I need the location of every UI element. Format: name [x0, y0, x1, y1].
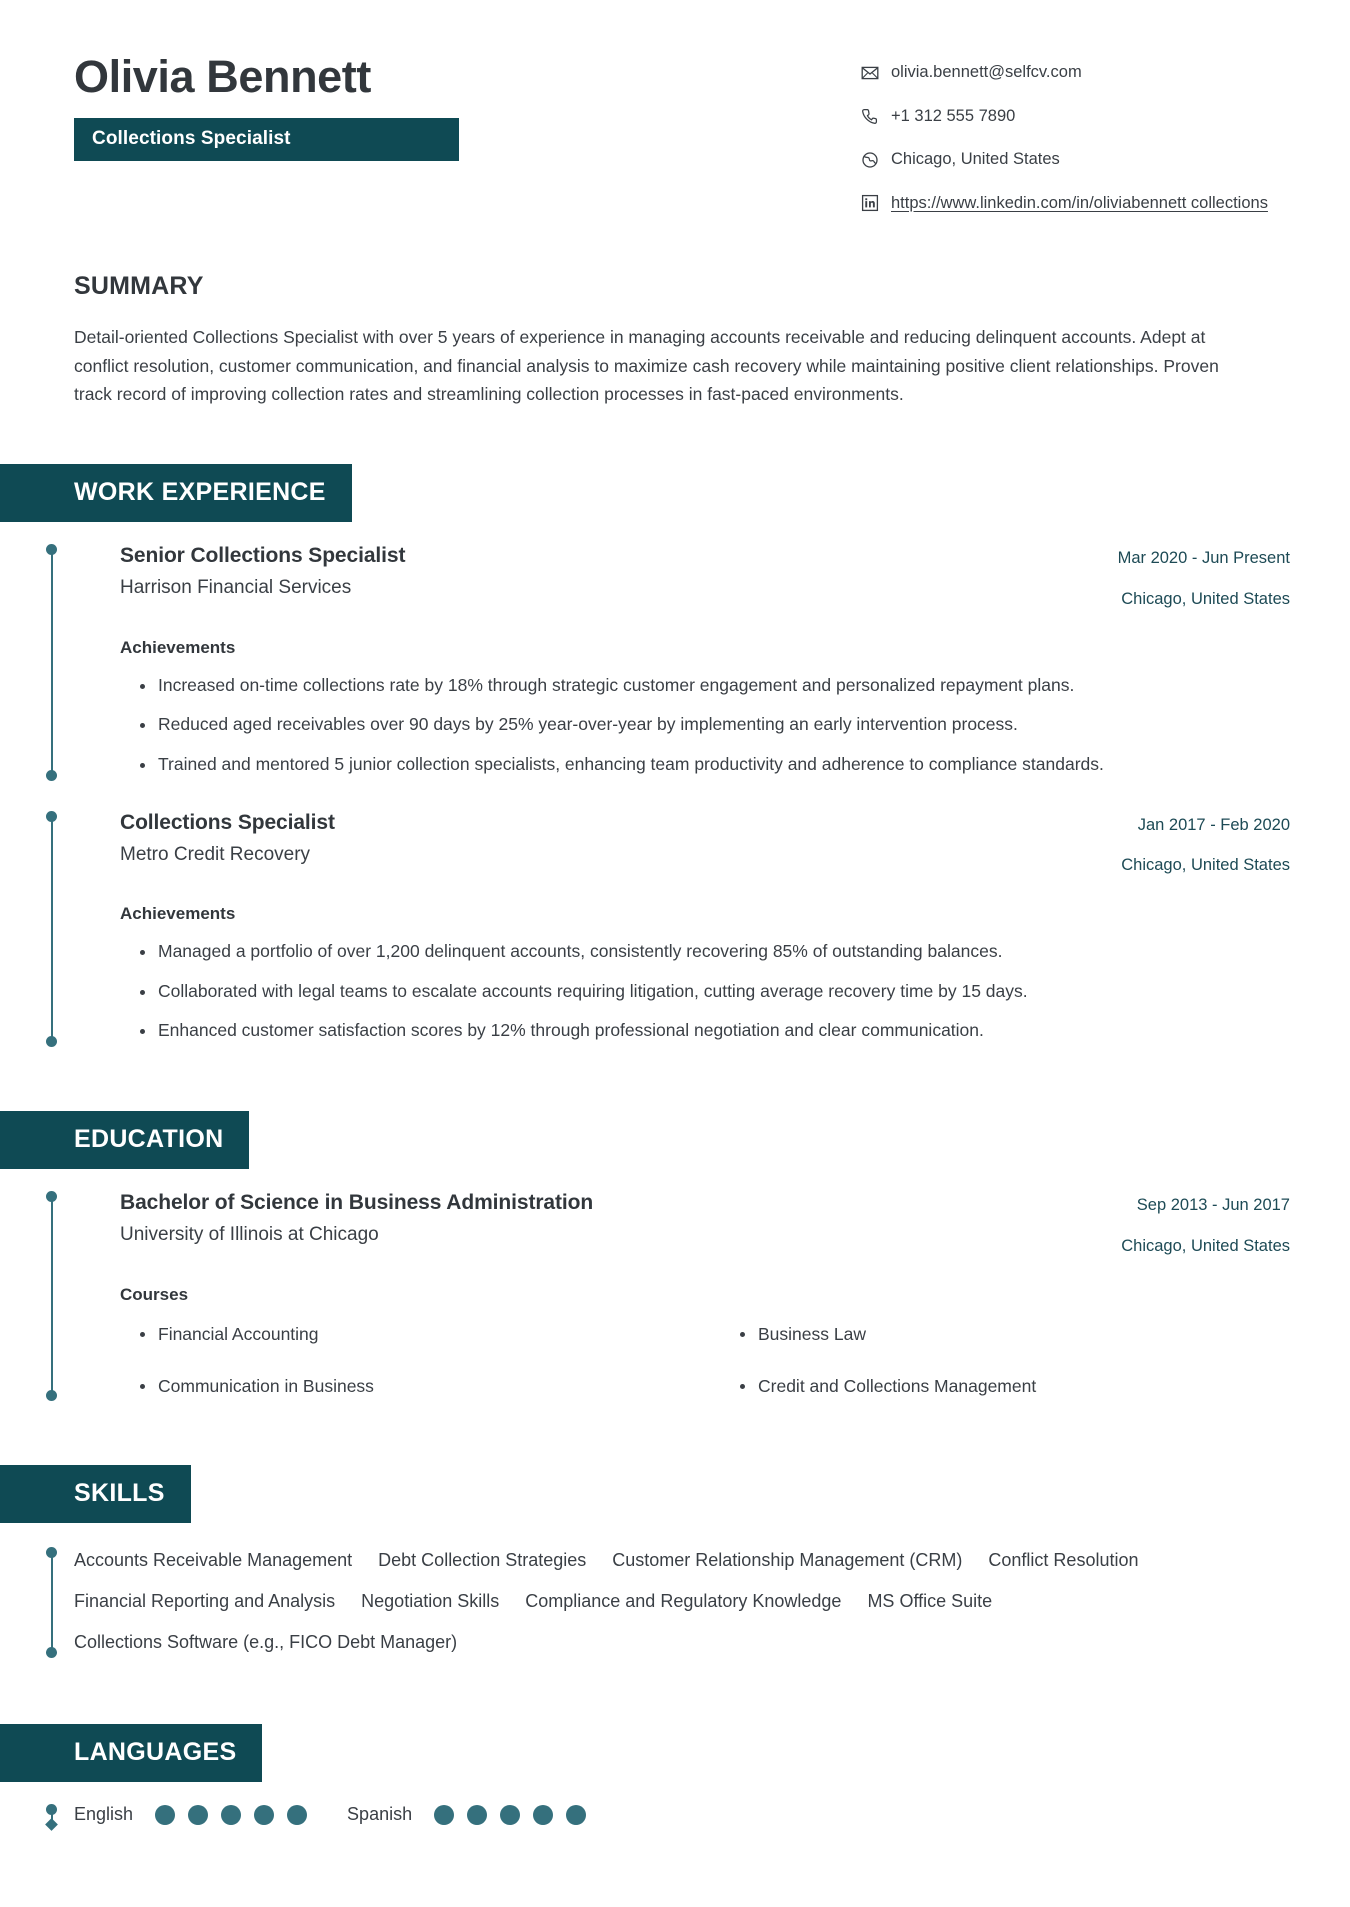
education-subheading: Courses: [120, 1284, 189, 1304]
language-rating: [155, 1805, 307, 1825]
work-entry: [46, 789, 1290, 1055]
bullet-item: Enhanced customer satisfaction scores by 12% through professional negotiation and clear communication.: [120, 1017, 1290, 1045]
course-item: Business Law: [720, 1321, 1290, 1347]
work-entry-subheading: Achievements: [120, 904, 236, 924]
contact-email-text: olivia.bennett@selfcv.com: [891, 63, 1082, 81]
bullet-item: Collaborated with legal teams to escalate accounts requiring litigation, cutting average recovery time by 15 days.: [120, 978, 1290, 1006]
rating-dot: [500, 1805, 520, 1825]
timeline-rail: [46, 1547, 58, 1658]
timeline-rail: [46, 1804, 58, 1827]
work-experience-entries: [0, 522, 1350, 1055]
skill-item: Accounts Receivable Management: [74, 1550, 353, 1571]
contact-linkedin-link[interactable]: https://www.linkedin.com/in/oliviabennett collections: [891, 193, 1268, 212]
language-name: Spanish: [347, 1804, 413, 1825]
timeline-line: [51, 1197, 53, 1395]
rating-dot: [287, 1805, 307, 1825]
work-entry-title: Senior Collections Specialist: [120, 544, 406, 568]
work-experience-heading: WORK EXPERIENCE: [0, 464, 352, 522]
rating-dot: [188, 1805, 208, 1825]
skill-item: Compliance and Regulatory Knowledge: [525, 1591, 842, 1612]
timeline-line: [51, 817, 53, 1041]
work-entry: [46, 522, 1290, 788]
course-item: Financial Accounting: [120, 1321, 690, 1347]
skill-item: Financial Reporting and Analysis: [74, 1591, 336, 1612]
candidate-name: Olivia Bennett: [74, 51, 371, 102]
candidate-job-title: Collections Specialist: [74, 118, 459, 161]
timeline-rail: [46, 1191, 58, 1401]
work-entry-header-right: [1118, 544, 1290, 612]
work-entry-bullets: [120, 938, 1290, 1045]
header-identity: [74, 48, 459, 161]
skill-item: Customer Relationship Management (CRM): [612, 1550, 963, 1571]
rating-dot: [533, 1805, 553, 1825]
contact-item-linkedin[interactable]: [860, 191, 1290, 217]
rating-dot: [467, 1805, 487, 1825]
summary-heading: SUMMARY: [74, 272, 204, 301]
education-degree: Bachelor of Science in Business Administration: [120, 1191, 594, 1215]
phone-icon: [860, 107, 879, 126]
work-entry-header-left: [120, 811, 1097, 866]
work-entry-location: Chicago, United States: [1121, 590, 1290, 609]
summary-section: [0, 216, 1350, 408]
contact-location-text: Chicago, United States: [891, 150, 1060, 169]
language-item: [74, 1804, 307, 1825]
timeline-line: [51, 1553, 53, 1652]
languages-entry: [46, 1782, 1350, 1837]
timeline-dot-bottom: [46, 1036, 57, 1047]
resume-header: [0, 0, 1350, 216]
course-item: Communication in Business: [120, 1373, 690, 1399]
work-entry-location: Chicago, United States: [1121, 856, 1290, 875]
work-entry-date: Mar 2020 - Jun Present: [1117, 549, 1290, 568]
skills-section: [0, 1465, 1350, 1523]
timeline-diamond-bottom: [45, 1818, 58, 1831]
work-entry-organization: Metro Credit Recovery: [120, 843, 311, 865]
rating-dot: [155, 1805, 175, 1825]
bullet-item: Reduced aged receivables over 90 days by 25% year-over-year by implementing an early intervention process.: [120, 711, 1290, 739]
skill-item: Collections Software (e.g., FICO Debt Manager): [74, 1632, 458, 1653]
education-section: [0, 1111, 1350, 1169]
timeline-line: [51, 550, 53, 774]
rating-dot: [254, 1805, 274, 1825]
education-location: Chicago, United States: [1121, 1236, 1290, 1255]
timeline-rail: [46, 544, 58, 780]
skill-item: Negotiation Skills: [361, 1591, 500, 1612]
bullet-item: Managed a portfolio of over 1,200 delinquent accounts, consistently recovering 85% of outstanding balances.: [120, 938, 1290, 966]
skill-item: MS Office Suite: [867, 1591, 993, 1612]
work-entry-title: Collections Specialist: [120, 810, 335, 834]
education-heading: EDUCATION: [0, 1111, 249, 1169]
contact-phone-text: +1 312 555 7890: [891, 106, 1016, 125]
timeline-dot-bottom: [46, 1647, 57, 1658]
work-entry-bullets: [120, 672, 1290, 779]
skill-item: Conflict Resolution: [988, 1550, 1139, 1571]
work-entry-header: [120, 811, 1290, 879]
timeline-dot-bottom: [46, 1390, 57, 1401]
globe-icon: [860, 150, 879, 169]
summary-text: Detail-oriented Collections Specialist with over 5 years of experience in managing accounts receivable and reducing delinquent accounts. Adept at conflict resolution, customer communication, and financial analysis to maximize cash recovery while maintaining positive client relationships. Proven track record of improving collection rates and streamlining collection processes in fast-paced environments.: [74, 327, 1219, 404]
language-item: [347, 1804, 586, 1825]
education-entry-header-right: [1121, 1191, 1290, 1259]
courses-list: [120, 1321, 1290, 1400]
bullet-item: Increased on-time collections rate by 18% through strategic customer engagement and personalized repayment plans.: [120, 672, 1290, 700]
languages-list: [74, 1804, 1290, 1825]
contact-item-location: [860, 147, 1290, 173]
education-entry: [46, 1169, 1290, 1409]
education-entry-header-left: [120, 1191, 1097, 1246]
skills-heading: SKILLS: [0, 1465, 191, 1523]
work-entry-header-left: [120, 544, 1094, 599]
timeline-dot-bottom: [46, 770, 57, 781]
work-experience-section: [0, 464, 1350, 522]
rating-dot: [434, 1805, 454, 1825]
envelope-icon: [860, 63, 879, 82]
language-name: English: [74, 1804, 134, 1825]
course-item: Credit and Collections Management: [720, 1373, 1290, 1399]
work-entry-organization: Harrison Financial Services: [120, 577, 352, 599]
timeline-rail: [46, 811, 58, 1047]
education-school: University of Illinois at Chicago: [120, 1224, 379, 1246]
education-entry-header: [120, 1191, 1290, 1259]
work-entry-header-right: [1121, 811, 1290, 879]
education-entries: [0, 1169, 1350, 1409]
skill-item: Debt Collection Strategies: [378, 1550, 587, 1571]
bullet-item: Trained and mentored 5 junior collection specialists, enhancing team productivity and adherence to compliance standards.: [120, 751, 1290, 779]
skills-list: [74, 1547, 1274, 1656]
work-entry-date: Jan 2017 - Feb 2020: [1137, 815, 1290, 834]
work-entry-subheading: Achievements: [120, 637, 236, 657]
languages-section: [0, 1724, 1350, 1782]
contact-list: [860, 48, 1290, 216]
language-rating: [434, 1805, 586, 1825]
languages-heading: LANGUAGES: [0, 1724, 262, 1782]
contact-item-email: [860, 60, 1290, 86]
linkedin-icon: [860, 194, 879, 213]
rating-dot: [221, 1805, 241, 1825]
skills-entry: [46, 1523, 1350, 1668]
contact-item-phone: [860, 104, 1290, 130]
education-date: Sep 2013 - Jun 2017: [1136, 1196, 1290, 1215]
rating-dot: [566, 1805, 586, 1825]
work-entry-header: [120, 544, 1290, 612]
